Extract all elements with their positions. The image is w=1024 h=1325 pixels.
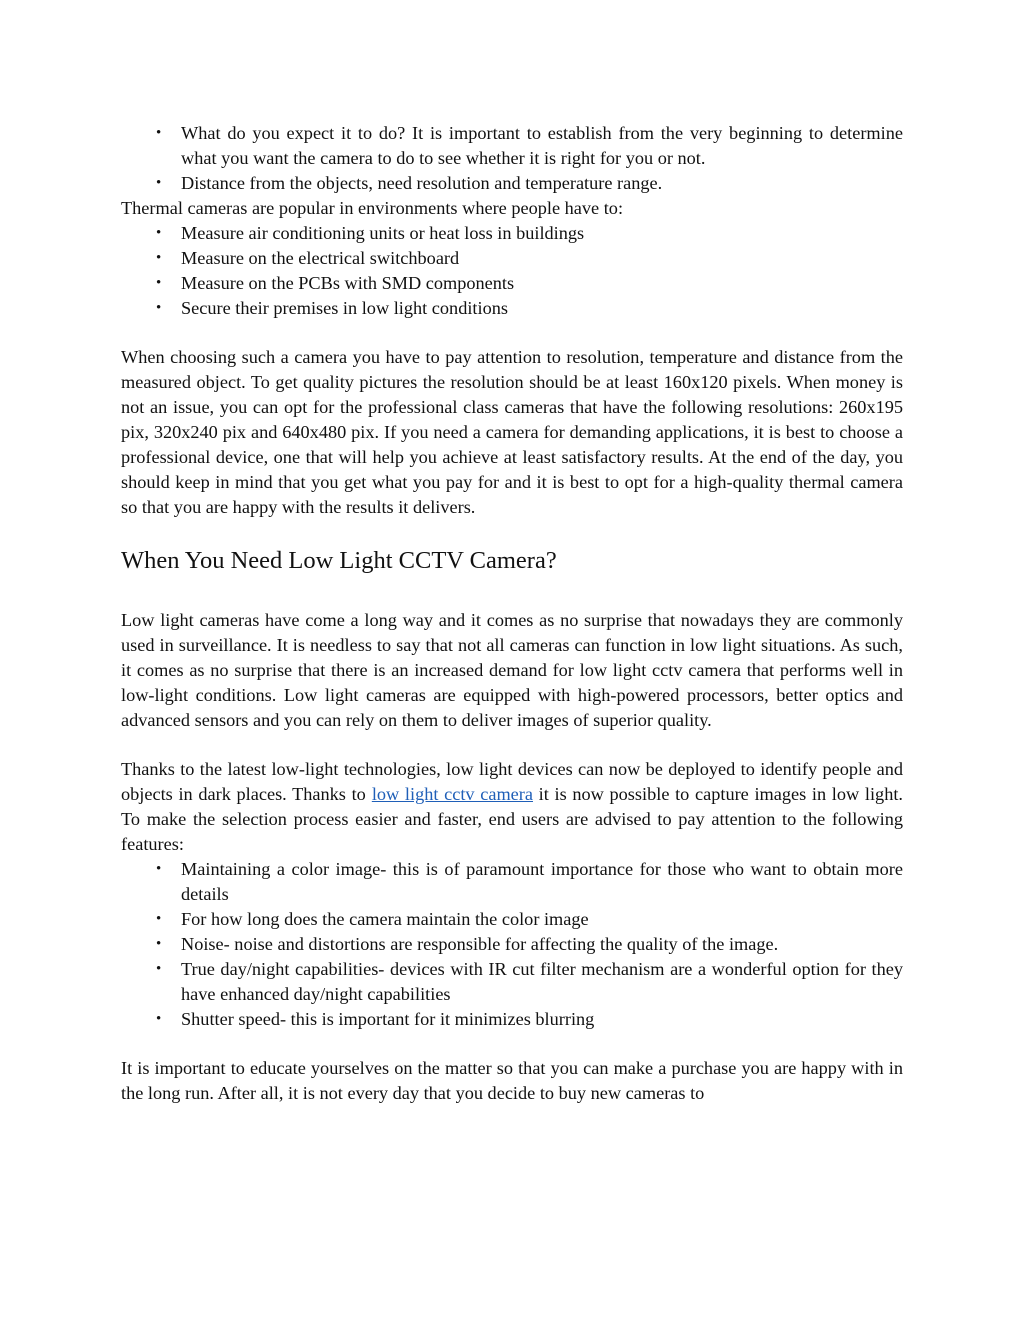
list-item-text: Measure air conditioning units or heat loss in buildings (181, 223, 585, 243)
bullet-icon: • (156, 275, 162, 291)
intro-line: Thermal cameras are popular in environments where people have to: (121, 198, 624, 218)
section-heading: When You Need Low Light CCTV Camera? (121, 547, 557, 574)
list-item (156, 221, 903, 246)
list-item-text: Maintaining a color image- this is of paramount importance for those who want to obtain more details (181, 859, 903, 904)
list-item-text: Measure on the PCBs with SMD components (181, 273, 515, 293)
list-item (156, 957, 903, 1007)
list-item-text: Secure their premises in low light conditions (181, 298, 508, 318)
bullet-icon: • (156, 861, 162, 877)
list-item-text: Distance from the objects, need resolution and temperature range. (181, 173, 663, 193)
thermal-uses-list (121, 221, 903, 321)
list-item-text: Measure on the electrical switchboard (181, 248, 460, 268)
bullet-icon: • (156, 175, 162, 191)
list-item (156, 296, 903, 321)
features-list (121, 857, 903, 1032)
requirements-list (121, 121, 903, 196)
bullet-icon: • (156, 250, 162, 266)
paragraph-features-intro (121, 757, 903, 857)
paragraph-resolution: When choosing such a camera you have to pay attention to resolution, temperature and distance from the measured object. To get quality pictures the resolution should be at least 160x120 pixels. When money is not an issue, you can opt for the professional class cameras that have the following resolutions: 260x195 pix, 320x240 pix and 640x480 pix. If you need a camera for demanding applications, it is best to choose a professional device, one that will help you achieve at least satisfactory results. At the end of the day, you should keep in mind that you get what you pay for and it is best to opt for a high-quality thermal camera so that you are happy with the results it delivers. (121, 347, 903, 517)
low-light-cctv-link[interactable]: low light cctv camera (371, 784, 533, 804)
list-item (156, 857, 903, 907)
bullet-icon: • (156, 911, 162, 927)
list-item-text: Noise- noise and distortions are responsible for affecting the quality of the image. (181, 934, 779, 954)
bullet-icon: • (156, 125, 162, 141)
paragraph-closing: It is important to educate yourselves on the matter so that you can make a purchase you are happy with in the long run. After all, it is not every day that you decide to buy new cameras to (121, 1058, 903, 1103)
list-item (156, 171, 903, 196)
list-item (156, 121, 903, 171)
paragraph-low-light-intro: Low light cameras have come a long way and it comes as no surprise that nowadays they are commonly used in surveillance. It is needless to say that not all cameras can function in low light situations. As such, it comes as no surprise that there is an increased demand for low light cctv camera that performs well in low-light conditions. Low light cameras are equipped with high-powered processors, better optics and advanced sensors and you can rely on them to deliver images of superior quality. (121, 610, 903, 730)
list-item-text: Shutter speed- this is important for it minimizes blurring (181, 1009, 595, 1029)
paragraph-text-after-link: it is now possible to capture images in low light. To make the selection process easier and faster, end users are advised to pay attention to the following features: (121, 784, 903, 854)
paragraph-text-before-link: Thanks to the latest low-light technologies, low light devices can now be deployed to identify people and objects in dark places. Thanks to (121, 759, 903, 804)
list-item (156, 932, 903, 957)
document-page (121, 121, 903, 1106)
bullet-icon: • (156, 225, 162, 241)
list-item (156, 271, 903, 296)
list-item (156, 246, 903, 271)
bullet-icon: • (156, 300, 162, 316)
bullet-icon: • (156, 961, 162, 977)
list-item-text: True day/night capabilities- devices with IR cut filter mechanism are a wonderful option for they have enhanced day/night capabilities (181, 959, 903, 1004)
bullet-icon: • (156, 1011, 162, 1027)
list-item (156, 1007, 903, 1032)
list-item-text: What do you expect it to do? It is important to establish from the very beginning to determine what you want the camera to do to see whether it is right for you or not. (181, 123, 903, 168)
bullet-icon: • (156, 936, 162, 952)
list-item-text: For how long does the camera maintain the color image (181, 909, 589, 929)
list-item (156, 907, 903, 932)
